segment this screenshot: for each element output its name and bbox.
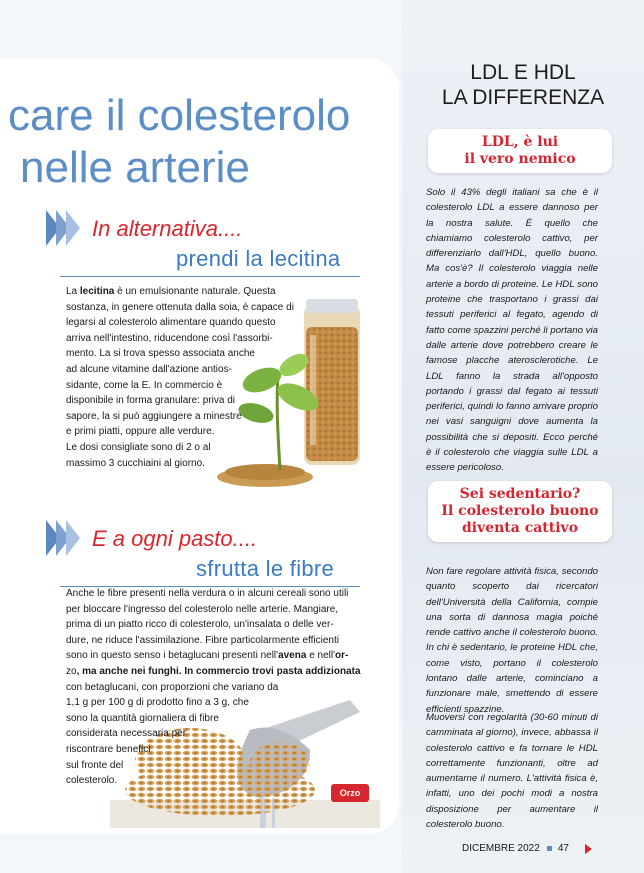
body-text-line — [66, 742, 361, 758]
body-text-segment: La — [66, 286, 80, 297]
section-1-title-blue: prendi la lecitina — [176, 246, 341, 271]
body-text-line — [66, 586, 361, 602]
section-2-title-blue: sfrutta le fibre — [196, 556, 335, 581]
page-title-line-1: care il colesterolo — [8, 91, 351, 140]
body-text-segment: e nell' — [306, 650, 336, 662]
body-text-line — [66, 664, 361, 680]
body-text-line — [66, 648, 361, 664]
next-page-arrow-icon — [585, 844, 592, 854]
photo-caption-badge: Orzo — [331, 784, 369, 802]
body-text-segment: riscontrare benefici — [66, 743, 151, 755]
body-text-line — [66, 711, 361, 727]
body-text-line — [66, 633, 361, 649]
page-title-line-2: nelle arterie — [20, 143, 250, 192]
highlighted-term: or- — [335, 650, 349, 662]
box-2-line-3: diventa cattivo — [461, 520, 579, 536]
body-text-segment: ad alcune vitamine dall'azione antios- — [66, 363, 232, 375]
sidebar-text-2b: Muoversi con regolarità (30-60 minuti di camminata al giorno), invece, abbassa il colesterolo cattivo e fa tornare le HDL correttamente funzionanti, oltre ad aumentarne il numero. L'attività fisica è, infatti, uno dei pochi modi a nostra disposizione per aumentare il colesterolo buono. — [426, 712, 598, 831]
page-title — [8, 90, 398, 194]
body-text-line — [66, 773, 361, 789]
body-text-segment: e primi piatti, oppure alle verdure. — [66, 426, 215, 438]
footer-separator-icon — [547, 846, 552, 851]
body-text-segment: mento. La si trova spesso associata anche — [66, 348, 255, 360]
section-1-title-red: In alternativa.... — [92, 216, 243, 241]
sidebar-box-1-heading — [428, 129, 612, 173]
body-text-line — [66, 617, 361, 633]
body-text-segment: con betaglucani, con proporzioni che variano da — [66, 681, 279, 693]
highlighted-term: lecitina — [79, 286, 115, 297]
body-text-line — [66, 758, 361, 774]
body-text-line — [66, 602, 361, 618]
body-text-segment: sostanza, in genere ottenuta dalla soia, è capace di — [66, 301, 294, 313]
highlighted-term: , ma anche nei funghi. In commercio trovi pasta addizionata — [76, 665, 361, 677]
body-text-segment: legarsi al colesterolo alimentare quando questo — [66, 317, 276, 329]
body-text-segment: arriva nell'intestino, riducendone così l'assorbi- — [66, 332, 273, 344]
body-text-line — [66, 680, 361, 696]
lecithin-jar-photo — [210, 285, 370, 495]
page-number: 47 — [557, 843, 569, 854]
body-text-segment: sidante, come la E. In commercio è — [66, 379, 223, 391]
page-footer — [462, 843, 592, 854]
body-text-segment: Anche le fibre presenti nella verdura o in alcuni cereali sono utili — [66, 588, 349, 599]
body-text-segment: massimo 3 cucchiaini al giorno. — [66, 457, 205, 469]
body-text-segment: sono la quantità giornaliera di fibre — [66, 712, 219, 724]
section-1-divider — [60, 276, 360, 277]
sidebar-title-line-1: LDL E HDL — [470, 61, 576, 84]
body-text-segment: considerata necessaria per — [66, 728, 187, 740]
section-2-title-red: E a ogni pasto.... — [92, 526, 258, 551]
sidebar-title — [402, 60, 644, 110]
box-2-line-2: Il colesterolo buono — [441, 503, 599, 519]
section-2-body — [66, 586, 361, 789]
sidebar-title-line-2: LA DIFFERENZA — [441, 86, 605, 109]
body-text-segment: è un emulsionante naturale. Questa — [114, 286, 276, 297]
body-text-segment: colesterolo. — [66, 775, 118, 787]
box-2-line-1: Sei sedentario? — [459, 486, 581, 502]
sidebar-text-1: Solo il 43% degli italiani sa che è il colesterolo LDL a essere dannoso per la nostra salute. È quello che chiamiamo colesterolo cattivo, per differenziarlo dall'HDL, quello buono. Ma cos'è? Il colesterolo viaggia nelle arterie a bordo di proteine. Le HDL sono proteine che trasportano i grassi dai tessuti periferici al fegato, agendo di fatto come spazzini perché li portano via dalle arterie dove potrebbero creare le famose placche aterosclerotiche. Le LDL fanno la strada all'opposto portando i grassi dal fegato ai tessuti periferici, quindi lo fanno arrivare proprio nei vasi sanguigni dove aumenta la possibilità che si depositi. Ecco perché è il colesterolo che viaggia sulle LDL a essere pericoloso. — [426, 187, 598, 474]
sidebar-text-2a: Non fare regolare attività fisica, secondo quanto scoperto dai ricercatori dell'Università della California, compie una sorta di dannosa magia poiché rende cattivo anche il colesterolo buono. In chi è sedentario, le proteine HDL che, come visto, portano il colesterolo lontano dalle arterie, cominciano a funzionare male, smettendo di essere efficienti spazzine. — [426, 566, 598, 715]
section-arrows-icon — [46, 520, 76, 556]
box-1-line-1: LDL, è lui — [481, 134, 559, 150]
body-text-line — [66, 726, 361, 742]
box-1-line-2: il vero nemico — [464, 151, 576, 167]
body-text-segment: sapore, la si può aggiungere a minestre — [66, 410, 242, 422]
highlighted-term: avena — [278, 650, 307, 662]
body-text-line — [66, 695, 361, 711]
body-text-segment: disponibile in forma granulare: priva di — [66, 395, 235, 407]
sidebar-box-2-heading — [428, 481, 612, 542]
body-text-segment: 1,1 g per 100 g di prodotto fino a 3 g, che — [66, 697, 249, 709]
body-text-segment: prima di un piatto ricco di colesterolo, un'insalata o delle ver- — [66, 619, 334, 631]
body-text-segment: zo — [66, 665, 77, 677]
body-text-segment: Le dosi consigliate sono di 2 o al — [66, 441, 211, 453]
section-arrows-icon — [46, 210, 76, 246]
body-text-segment: per bloccare l'ingresso del colesterolo nelle arterie. Mangiare, — [66, 603, 339, 615]
body-text-segment: sono in questo senso i betaglucani presenti nell' — [66, 650, 279, 662]
issue-date: DICEMBRE 2022 — [462, 843, 540, 854]
body-text-segment: dure, ne riduce l'assimilazione. Fibre particolarmente efficienti — [66, 634, 339, 646]
body-text-segment: sul fronte del — [66, 759, 124, 771]
